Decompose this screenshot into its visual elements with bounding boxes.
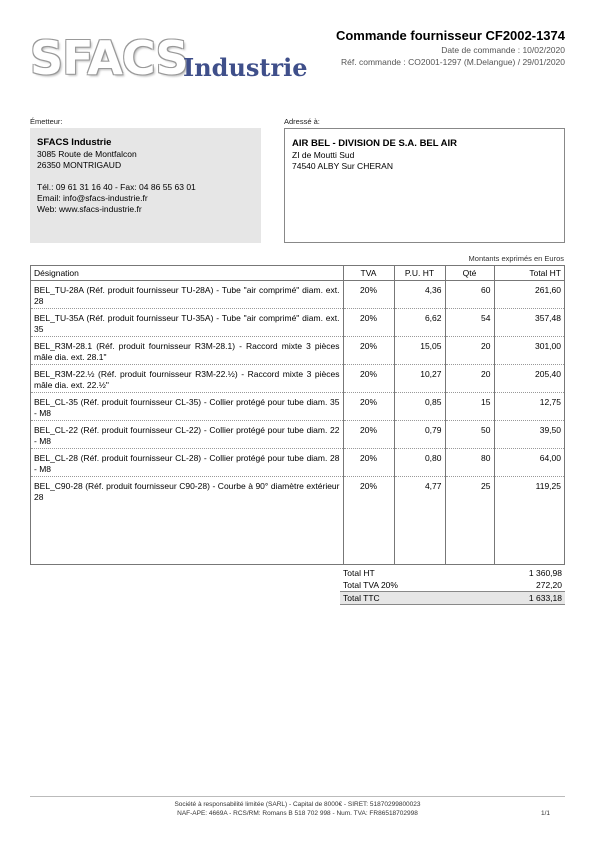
cell-total: 12,75 (494, 393, 564, 421)
cell-pu: 0,85 (394, 393, 445, 421)
recipient-label: Adressé à: (284, 117, 320, 126)
cell-total: 357,48 (494, 309, 564, 337)
cell-tva: 20% (343, 337, 394, 365)
emitter-label: Émetteur: (30, 117, 63, 126)
cell-pu: 4,36 (394, 281, 445, 309)
table-row (31, 337, 564, 365)
emitter-email: Email: info@sfacs-industrie.fr (37, 193, 148, 203)
cell-pu: 0,80 (394, 449, 445, 477)
cell-designation: BEL_TU-35A (Réf. produit fournisseur TU-35A) - Tube "air comprimé" diam. ext. 35 (31, 309, 343, 337)
cell-qty: 20 (445, 365, 494, 393)
cell-total: 39,50 (494, 421, 564, 449)
header-tva: TVA (343, 266, 394, 281)
table-row (31, 365, 564, 393)
order-reference: Réf. commande : CO2001-1297 (M.Delangue) / 29/01/2020 (341, 57, 565, 67)
emitter-box (30, 128, 261, 243)
table-row (31, 281, 564, 309)
cell-tva: 20% (343, 309, 394, 337)
total-ttc-label: Total TTC (343, 593, 380, 603)
total-tva-label: Total TVA 20% (343, 580, 398, 590)
total-ht-value: 1 360,98 (528, 568, 562, 578)
recipient-line2: 74540 ALBY Sur CHERAN (292, 161, 393, 171)
cell-qty: 60 (445, 281, 494, 309)
header-total: Total HT (494, 266, 564, 281)
total-ttc-value: 1 633,18 (528, 593, 562, 603)
totals-block (340, 567, 565, 605)
items-table (30, 265, 565, 565)
footer-divider (30, 796, 565, 797)
cell-tva: 20% (343, 281, 394, 309)
emitter-name: SFACS Industrie (37, 137, 112, 148)
order-date: Date de commande : 10/02/2020 (441, 45, 565, 55)
footer-legal-line2: NAF-APE: 4669A - RCS/RM: Romans B 518 702 998 - Num. TVA: FR86518702998 (177, 810, 418, 817)
cell-qty: 80 (445, 449, 494, 477)
cell-qty: 20 (445, 337, 494, 365)
cell-designation: BEL_CL-22 (Réf. produit fournisseur CL-22) - Collier protégé pour tube diam. 22 - M8 (31, 421, 343, 449)
cell-pu: 15,05 (394, 337, 445, 365)
cell-total: 64,00 (494, 449, 564, 477)
total-ht-label: Total HT (343, 568, 375, 578)
cell-designation: BEL_TU-28A (Réf. produit fournisseur TU-28A) - Tube "air comprimé" diam. ext. 28 (31, 281, 343, 309)
cell-pu: 6,62 (394, 309, 445, 337)
emitter-street: 3085 Route de Montfalcon (37, 149, 137, 159)
cell-total: 205,40 (494, 365, 564, 393)
header-qty: Qté (445, 266, 494, 281)
logo-brand-text: SFACS (30, 31, 188, 85)
footer-legal-line1: Société à responsabilité limitée (SARL) - Capital de 8000€ - SIRET: 51870299800023 (174, 801, 421, 808)
emitter-phone-fax: Tél.: 09 61 31 16 40 - Fax: 04 86 55 63 01 (37, 182, 196, 192)
cell-tva: 20% (343, 477, 394, 505)
total-ttc-row (340, 591, 565, 605)
cell-pu: 0,79 (394, 421, 445, 449)
cell-qty: 54 (445, 309, 494, 337)
table-row (31, 477, 564, 505)
table-row (31, 449, 564, 477)
cell-total: 119,25 (494, 477, 564, 505)
cell-qty: 15 (445, 393, 494, 421)
cell-total: 261,60 (494, 281, 564, 309)
recipient-name: AIR BEL - DIVISION DE S.A. BEL AIR (292, 138, 458, 149)
cell-tva: 20% (343, 365, 394, 393)
cell-qty: 25 (445, 477, 494, 505)
emitter-city: 26350 MONTRIGAUD (37, 160, 122, 170)
page-number: 1/1 (540, 810, 550, 817)
amounts-note: Montants exprimés en Euros (468, 254, 564, 263)
cell-tva: 20% (343, 393, 394, 421)
emitter-web: Web: www.sfacs-industrie.fr (37, 204, 142, 214)
company-logo (30, 32, 320, 87)
cell-tva: 20% (343, 421, 394, 449)
total-tva-value: 272,20 (536, 580, 562, 590)
logo-suffix-text: Industrie (183, 53, 308, 82)
table-row (31, 421, 564, 449)
cell-designation: BEL_CL-35 (Réf. produit fournisseur CL-35) - Collier protégé pour tube diam. 35 - M8 (31, 393, 343, 421)
header-designation: Désignation (31, 266, 343, 281)
cell-designation: BEL_C90-28 (Réf. produit fournisseur C90-28) - Courbe à 90° diamètre extérieur 28 (34, 481, 340, 502)
cell-designation: BEL_R3M-28.1 (Réf. produit fournisseur R3M-28.1) - Raccord mixte 3 pièces mâle dia. ext. 28.1" (31, 337, 343, 365)
header-pu: P.U. HT (394, 266, 445, 281)
cell-tva: 20% (343, 449, 394, 477)
recipient-box (284, 128, 565, 243)
cell-pu: 4,77 (394, 477, 445, 505)
cell-designation: BEL_R3M-22.½ (Réf. produit fournisseur R3M-22.½) - Raccord mixte 3 pièces mâle dia. ext. 22.½" (31, 365, 343, 393)
cell-pu: 10,27 (394, 365, 445, 393)
cell-total: 301,00 (494, 337, 564, 365)
recipient-line1: ZI de Moutti Sud (292, 150, 355, 160)
total-ht-row (340, 567, 565, 579)
document-title: Commande fournisseur CF2002-1374 (335, 28, 565, 43)
table-header-row (31, 266, 564, 281)
cell-designation: BEL_CL-28 (Réf. produit fournisseur CL-28) - Collier protégé pour tube diam. 28 - M8 (31, 449, 343, 477)
cell-qty: 50 (445, 421, 494, 449)
table-row (31, 393, 564, 421)
table-row (31, 309, 564, 337)
total-tva-row (340, 579, 565, 591)
